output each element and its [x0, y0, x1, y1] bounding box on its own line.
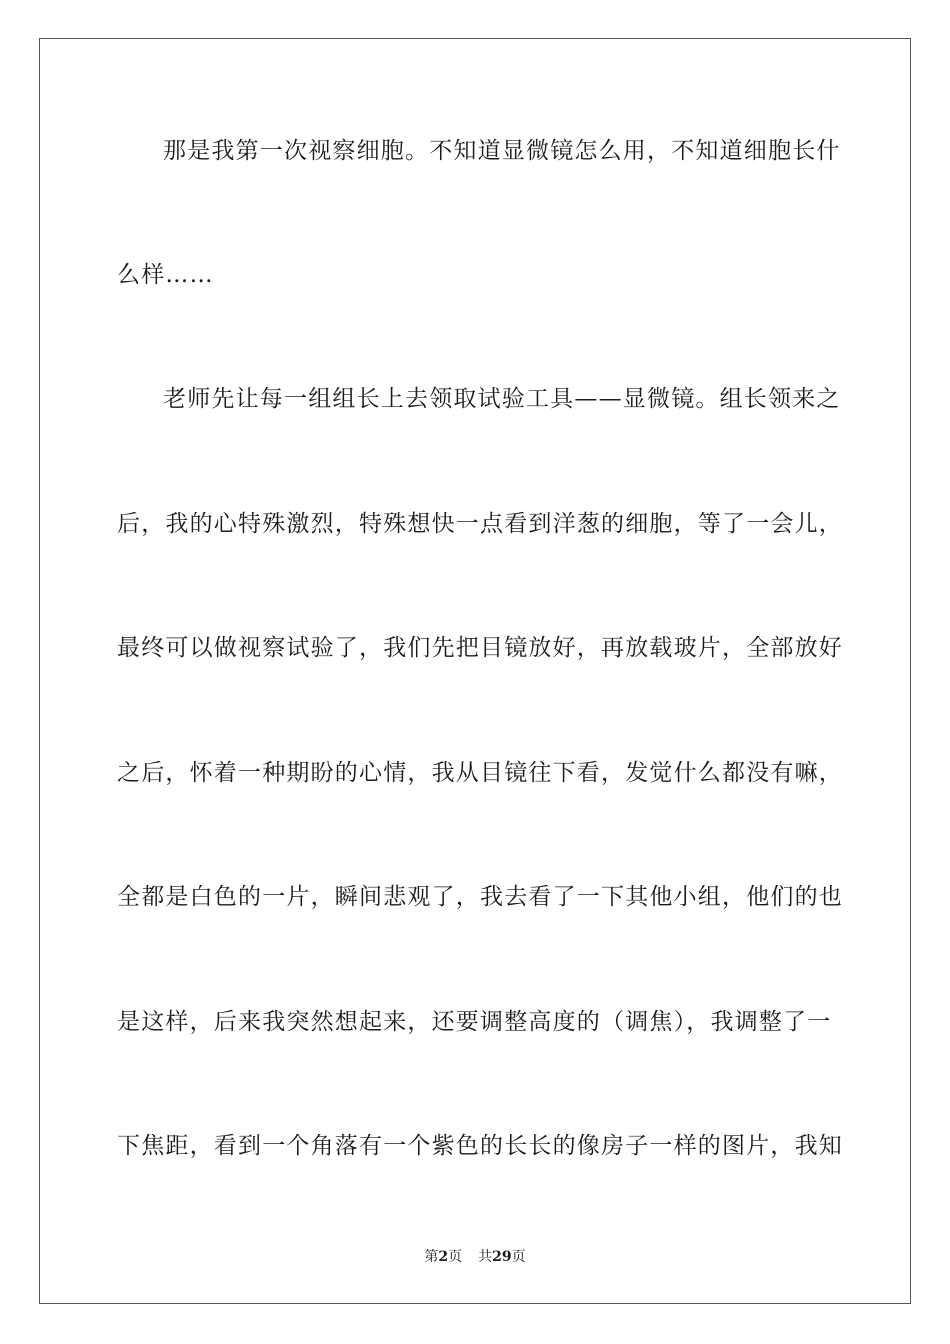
page-prefix: 第	[424, 1249, 439, 1265]
text-line-7: 全都是白色的一片，瞬间悲观了，我去看了一下其他小组，他们的也	[117, 884, 843, 910]
text-line-9: 下焦距，看到一个角落有一个紫色的长长的像房子一样的图片，我知	[117, 1133, 843, 1159]
total-suffix: 页	[511, 1249, 526, 1265]
text-line-5: 最终可以做视察试验了，我们先把目镜放好，再放载玻片，全部放好	[117, 635, 843, 661]
page-footer	[0, 1247, 950, 1267]
page-frame	[39, 38, 911, 1304]
page-suffix: 页	[448, 1249, 463, 1265]
text-line-4: 后，我的心特殊激烈，特殊想快一点看到洋葱的细胞，等了一会儿，	[117, 511, 843, 537]
total-prefix: 共	[478, 1249, 493, 1265]
text-line-1: 那是我第一次视察细胞。不知道显微镜怎么用，不知道细胞长什	[163, 138, 841, 164]
total-pages: 29	[492, 1249, 512, 1265]
page-number: 2	[438, 1249, 449, 1265]
text-line-6: 之后，怀着一种期盼的心情，我从目镜往下看，发觉什么都没有嘛，	[117, 760, 843, 786]
text-line-8: 是这样，后来我突然想起来，还要调整高度的（调焦），我调整了一	[117, 1009, 832, 1035]
text-line-2: 么样……	[117, 262, 214, 288]
text-line-3: 老师先让每一组组长上去领取试验工具——显微镜。组长领来之	[163, 386, 841, 412]
